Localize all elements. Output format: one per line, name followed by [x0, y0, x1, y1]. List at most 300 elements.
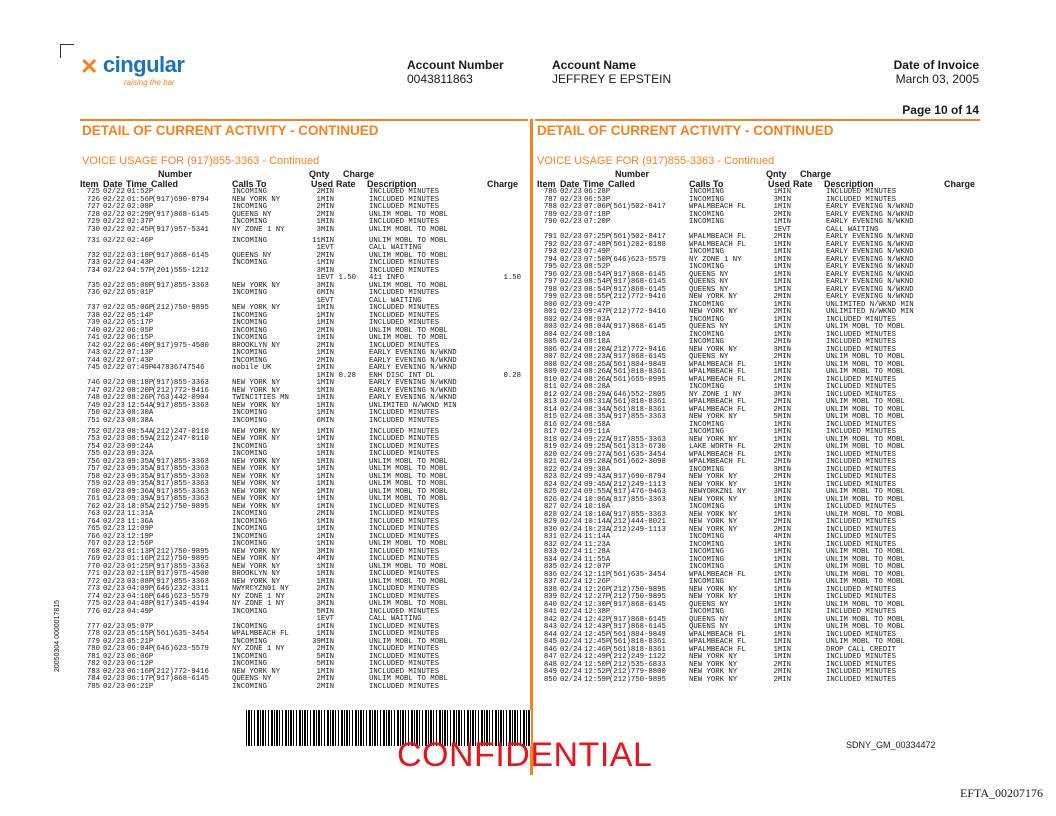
cell-item: 764 [86, 517, 100, 526]
cell-calls-to: INCOMING [232, 517, 268, 526]
side-code: 20050304 0000017815 [54, 599, 61, 672]
cell-item: 824 [543, 480, 557, 489]
cell-called: (212)772-9416 [609, 308, 666, 316]
cell-used: 1MIN [773, 503, 791, 511]
cell-used: 1MIN [316, 495, 334, 503]
cell-calls-to: WPALMBEACH FL [689, 405, 746, 414]
cell-date: 02/23 [103, 517, 125, 526]
cell-date: 02/23 [560, 203, 582, 211]
cell-time: 10:10A [584, 503, 611, 511]
cell-item: 781 [86, 652, 100, 661]
cell-called: (646)623-5579 [152, 645, 209, 653]
cell-called: (917)868-6145 [609, 323, 666, 331]
cell-calls-to: QUEENS NY [689, 600, 729, 609]
cell-item: 811 [543, 383, 557, 391]
cell-called: (917)690-8794 [152, 195, 209, 204]
cell-item: 756 [86, 457, 100, 466]
cell-used: 1MIN [773, 300, 791, 309]
cell-date: 02/22 [103, 251, 125, 260]
cell-description: INCLUDED MINUTES [826, 653, 897, 661]
cell-item: 759 [86, 480, 100, 488]
cell-description: UNLIM MOBL TO MOBL [369, 251, 448, 260]
cell-date: 02/22 [103, 304, 125, 312]
cell-called: (917)868-6145 [609, 278, 666, 286]
cell-calls-to: NEW YORK NY [689, 675, 738, 684]
cell-date: 02/24 [560, 585, 582, 594]
cell-item: 836 [543, 570, 557, 579]
cell-description: INCLUDED MINUTES [826, 345, 897, 354]
cell-time: 09:27A [584, 450, 611, 459]
cell-item: 802 [543, 315, 557, 324]
cell-description: UNLIM MOBL TO MOBL [826, 548, 905, 556]
cell-item: 786 [543, 188, 557, 196]
cell-date: 02/24 [560, 420, 582, 429]
cell-time: 02:45P [127, 225, 154, 234]
cell-date: 02/23 [103, 645, 125, 653]
cell-calls-to: NEW YORK NY [232, 495, 281, 503]
cell-called: (917)345-4194 [152, 600, 209, 608]
cell-item: 789 [543, 210, 557, 219]
cell-description: UNLIM MOBL TO MOBL [826, 398, 905, 406]
cell-description: INCLUDED MINUTES [369, 570, 440, 578]
cell-time: 08:20P [127, 386, 154, 395]
cell-used: 6MIN [316, 416, 334, 425]
col-number: Number [615, 169, 650, 179]
cell-time: 06:05P [127, 326, 154, 335]
cell-date: 02/24 [560, 488, 582, 496]
cell-used: 1MIN [773, 368, 791, 376]
cell-description: UNLIM MOBL TO MOBL [369, 487, 448, 496]
cell-used: 3MIN [316, 547, 334, 556]
cell-calls-to: NY ZONE 1 NY [232, 225, 285, 234]
cell-description: EARLY EVENING N/WKND [369, 364, 457, 372]
cell-item: 826 [543, 495, 557, 504]
cell-date: 02/23 [103, 547, 125, 556]
cell-date: 02/22 [103, 319, 125, 327]
cell-item: 791 [543, 233, 557, 241]
cell-time: 07:20P [584, 218, 611, 226]
cell-calls-to: NEW YORK NY [689, 413, 738, 421]
cell-used: 1MIN [773, 623, 791, 631]
cell-called: (561)662-3098 [609, 458, 666, 466]
col-description: Description [824, 179, 874, 189]
cell-used: 1MIN [773, 540, 791, 549]
cell-date: 02/24 [560, 323, 582, 331]
section-rule-right [535, 119, 980, 121]
cell-called: (212)535-6833 [609, 660, 666, 669]
cell-item: 743 [86, 349, 100, 357]
cell-time: 08:03A [584, 315, 611, 324]
cell-date: 02/23 [103, 660, 125, 668]
cell-description: INCLUDED MINUTES [826, 390, 897, 399]
cell-used: 1EVT [316, 615, 334, 623]
cell-time: 08:54A [127, 427, 154, 436]
cell-calls-to: QUEENS NY [689, 323, 729, 331]
account-name: JEFFREY E EPSTEIN [552, 72, 672, 86]
bates-number: SDNY_GM_00334472 [846, 740, 936, 750]
cell-called: (212)750-9895 [609, 585, 666, 594]
cell-used: 1MIN [316, 502, 334, 511]
cell-calls-to: NEW YORK NY [689, 293, 738, 301]
cell-item: 734 [86, 266, 100, 275]
cell-description: UNLIM MOBL TO MOBL [369, 675, 448, 683]
cell-time: 09:32A [127, 450, 154, 458]
cell-time: 02:37P [127, 218, 154, 226]
cell-date: 02/24 [560, 398, 582, 406]
cell-item: 758 [86, 472, 100, 481]
cell-time: 04:10P [127, 592, 154, 601]
cell-called: (212)772-9416 [152, 667, 209, 676]
cell-calls-to: INCOMING [232, 218, 268, 226]
cell-calls-to: NEW YORK NY [232, 281, 281, 290]
cell-description: INCLUDED MINUTES [826, 473, 897, 481]
cell-time: 09:47P [584, 308, 611, 316]
cell-calls-to: INCOMING [689, 330, 725, 339]
cell-description: 411 INFO [369, 274, 405, 282]
cell-used: 2MIN [773, 233, 791, 241]
cell-used: 5MIN [316, 660, 334, 668]
cell-used: 4MIN [316, 555, 334, 563]
cell-date: 02/24 [560, 435, 582, 444]
cell-time: 08:38A [127, 416, 154, 425]
cell-item: 753 [86, 435, 100, 443]
cell-item: 809 [543, 368, 557, 376]
cell-date: 02/23 [103, 525, 125, 533]
cell-calls-to: NEW YORK NY [232, 465, 281, 473]
cell-description: UNLIM MOBL TO MOBL [826, 600, 905, 609]
cell-description: INCLUDED MINUTES [369, 416, 440, 425]
cell-used: 1MIN [773, 420, 791, 429]
cell-called: (917)855-3363 [609, 413, 666, 421]
cell-description: EARLY EVENING N/WKND [826, 203, 914, 211]
cell-time: 07:43P [127, 356, 154, 365]
cell-date: 02/23 [560, 248, 582, 256]
cell-description: UNLIM MOBL TO MOBL [826, 615, 905, 624]
cell-item: 739 [86, 319, 100, 327]
cell-item: 795 [543, 263, 557, 271]
cell-calls-to: WPALMBEACH FL [689, 368, 746, 376]
cell-time: 04:57P [127, 266, 154, 275]
cell-item: 813 [543, 398, 557, 406]
cell-item: 806 [543, 345, 557, 354]
cell-date: 02/24 [560, 465, 582, 474]
cell-date: 02/23 [560, 233, 582, 241]
cell-time: 07:06P [584, 203, 611, 211]
cell-date: 02/23 [103, 510, 125, 518]
cell-description: INCLUDED MINUTES [369, 547, 440, 556]
cell-called: (212)249-1122 [609, 653, 666, 661]
cell-description: INCLUDED MINUTES [369, 266, 440, 275]
cell-time: 12:26P [584, 585, 611, 594]
cell-calls-to: INCOMING [232, 622, 268, 631]
cell-description: INCLUDED MINUTES [826, 675, 897, 684]
cell-called: (917)855-3363 [609, 495, 666, 504]
cell-used: 39MIN [312, 637, 334, 646]
cell-item: 749 [86, 401, 100, 410]
cell-used: 1MIN [316, 259, 334, 267]
cell-time: 12:45P [584, 638, 611, 646]
cell-date: 02/24 [560, 593, 582, 601]
crop-mark [60, 44, 74, 45]
cell-calls-to: INCOMING [232, 334, 268, 342]
cell-used: 1MIN [773, 638, 791, 646]
cell-time: 02:46P [127, 236, 154, 245]
cell-called: (917)868-6145 [152, 251, 209, 260]
cell-calls-to: NEW YORK NY [689, 525, 738, 534]
cell-used: 2MIN [773, 473, 791, 481]
cell-used: 1MIN [773, 278, 791, 286]
cell-time: 06:15P [127, 334, 154, 342]
cell-time: 06:28P [584, 188, 611, 196]
cell-date: 02/22 [103, 210, 125, 219]
cell-called: (917)855-3363 [152, 379, 209, 387]
cell-used: 1MIN [773, 428, 791, 436]
crop-mark [60, 44, 61, 58]
cell-called: (561)502-8417 [609, 203, 666, 211]
cell-description: CALL WAITING [369, 296, 422, 305]
cell-calls-to: INCOMING [689, 315, 725, 324]
cell-date: 02/23 [103, 401, 125, 410]
cell-date: 02/24 [560, 540, 582, 549]
cell-date: 02/24 [560, 615, 582, 624]
cell-calls-to: WPALMBEACH FL [689, 398, 746, 406]
cell-date: 02/23 [560, 218, 582, 226]
cell-description: INCLUDED MINUTES [826, 315, 897, 324]
cell-called: (212)444-8021 [609, 518, 666, 526]
cell-calls-to: INCOMING [232, 510, 268, 518]
cell-description: UNLIM MOBL TO MOBL [369, 472, 448, 481]
cell-used: 1MIN [773, 615, 791, 624]
cell-used: 2MIN [316, 585, 334, 593]
column-header-right [537, 169, 982, 189]
cell-description: INCLUDED MINUTES [369, 195, 440, 204]
cell-time: 12:11P [584, 570, 611, 579]
cell-called: (917)855-3363 [152, 472, 209, 481]
cell-time: 05:15P [127, 630, 154, 638]
cell-description: INCLUDED MINUTES [369, 311, 440, 320]
cell-item: 848 [543, 660, 557, 669]
cell-calls-to: WPALMBEACH FL [689, 360, 746, 369]
cell-time: 12:59P [584, 675, 611, 684]
cell-used: 2MIN [773, 293, 791, 301]
col-time: Time [583, 179, 604, 189]
col-called: Called [608, 179, 636, 189]
cell-date: 02/23 [103, 480, 125, 488]
cell-used: 1MIN [316, 379, 334, 387]
cell-used: 1EVT [773, 225, 791, 234]
cell-description: INCLUDED MINUTES [369, 585, 440, 593]
cell-description: EARLY EVENING N/WKND [826, 293, 914, 301]
cell-called: (201)555-1212 [152, 266, 209, 275]
cell-calls-to: NEW YORK NY [689, 345, 738, 354]
cell-calls-to: NWYRCYZN01 NY [232, 585, 289, 593]
cell-calls-to: QUEENS NY [689, 285, 729, 294]
cell-time: 10:10A [584, 510, 611, 519]
cell-used: 1MIN [773, 570, 791, 579]
cell-description: UNLIM MOBL TO MOBL [826, 353, 905, 361]
cell-description: INCLUDED MINUTES [369, 435, 440, 443]
cell-item: 737 [86, 304, 100, 312]
cell-calls-to: INCOMING [232, 652, 268, 661]
cell-called: (646)552-2805 [609, 390, 666, 399]
cell-date: 02/23 [560, 308, 582, 316]
cell-description: INCLUDED MINUTES [826, 668, 897, 676]
cell-item: 769 [86, 555, 100, 563]
cell-time: 09:43A [584, 473, 611, 481]
cell-date: 02/24 [560, 345, 582, 354]
cell-calls-to: INCOMING [232, 525, 268, 533]
cell-time: 08:55P [584, 293, 611, 301]
cell-used: 3MIN [773, 345, 791, 354]
cell-date: 02/24 [560, 525, 582, 534]
cell-description: UNLIM MOBL TO MOBL [826, 323, 905, 331]
cell-used: 1MIN [773, 563, 791, 571]
cell-time: 12:26P [584, 578, 611, 586]
cell-item: 766 [86, 532, 100, 541]
cell-calls-to: WPALMBEACH FL [689, 233, 746, 241]
cell-time: 09:47P [584, 300, 611, 309]
cell-used: 1MIN [316, 487, 334, 496]
cell-description: UNLIMITED N/WKND MIN [826, 300, 914, 309]
cell-time: 11:14A [584, 533, 611, 541]
cell-used: 2MIN [316, 326, 334, 335]
cell-date: 02/23 [103, 577, 125, 586]
cell-description: INCLUDED MINUTES [826, 525, 897, 534]
cell-called: (917)476-9463 [609, 488, 666, 496]
cell-date: 02/23 [103, 450, 125, 458]
cell-calls-to: NEW YORK NY [232, 472, 281, 481]
cell-time: 12:46P [584, 645, 611, 654]
cell-charge: 1.50 [503, 274, 521, 282]
cell-time: 10:05A [127, 502, 154, 511]
cell-used: 2MIN [773, 375, 791, 384]
cell-description: UNLIM MOBL TO MOBL [826, 578, 905, 586]
cell-calls-to: NY ZONE 1 NY [232, 600, 285, 608]
cell-description: UNLIMITED N/WKND MIN [369, 401, 457, 410]
cell-called: (646)623-5579 [152, 592, 209, 601]
cell-description: INCLUDED MINUTES [826, 188, 897, 196]
cell-date: 02/24 [560, 653, 582, 661]
cell-item: 776 [86, 607, 100, 616]
col-number: Number [158, 169, 193, 179]
cell-used: 1MIN [316, 667, 334, 676]
cell-date: 02/22 [103, 259, 125, 267]
cell-calls-to: NEW YORK NY [689, 653, 738, 661]
cell-calls-to: INCOMING [689, 540, 725, 549]
cell-called: (212)247-0110 [152, 435, 209, 443]
cell-item: 790 [543, 218, 557, 226]
cell-item: 727 [86, 203, 100, 211]
cell-date: 02/24 [560, 503, 582, 511]
col-called: Called [151, 179, 179, 189]
cell-item: 788 [543, 203, 557, 211]
cell-date: 02/22 [103, 326, 125, 335]
cell-used: 1MIN [316, 577, 334, 586]
cell-date: 02/24 [560, 413, 582, 421]
cell-date: 02/23 [103, 682, 125, 691]
cell-date: 02/24 [560, 578, 582, 586]
cell-time: 08:20A [584, 345, 611, 354]
col-used: Used [768, 179, 791, 189]
cell-item: 842 [543, 615, 557, 624]
cell-calls-to: INCOMING [689, 338, 725, 346]
cell-description: INCLUDED MINUTES [826, 195, 897, 204]
cell-time: 12:49P [584, 653, 611, 661]
cell-date: 02/23 [560, 195, 582, 204]
cell-time: 12:54A [127, 401, 154, 410]
cell-description: UNLIM MOBL TO MOBL [826, 360, 905, 369]
cell-description: EARLY EVENING N/WKND [369, 394, 457, 402]
cell-calls-to: INCOMING [689, 218, 725, 226]
cell-time: 04:43P [127, 259, 154, 267]
cell-time: 08:18P [127, 379, 154, 387]
cell-date: 02/24 [560, 660, 582, 669]
cell-item: 819 [543, 443, 557, 451]
cell-description: INCLUDED MINUTES [369, 289, 440, 297]
cell-date: 02/24 [560, 548, 582, 556]
cell-calls-to: INCOMING [232, 607, 268, 616]
cell-called: (917)855-3363 [152, 401, 209, 410]
cell-used: 1MIN [773, 240, 791, 249]
cell-item: 807 [543, 353, 557, 361]
table-row [537, 677, 982, 685]
cell-called: (212)772-9416 [609, 293, 666, 301]
cell-calls-to: INCOMING [232, 416, 268, 425]
cell-item: 729 [86, 218, 100, 226]
cell-item: 751 [86, 416, 100, 425]
cell-date: 02/24 [560, 668, 582, 676]
cell-used: 2MIN [773, 518, 791, 526]
cell-description: INCLUDED MINUTES [369, 652, 440, 661]
cell-date: 02/24 [560, 480, 582, 489]
cell-item: 825 [543, 488, 557, 496]
cell-calls-to: INCOMING [689, 263, 725, 271]
cell-used: 2MIN [773, 210, 791, 219]
cell-item: 844 [543, 630, 557, 639]
cell-description: INCLUDED MINUTES [826, 608, 897, 616]
cell-calls-to: NEWYORKZN1 NY [689, 488, 746, 496]
cell-description: UNLIM MOBL TO MOBL [826, 555, 905, 564]
cell-calls-to: NEW YORK NY [232, 435, 281, 443]
cell-item: 750 [86, 409, 100, 417]
cell-description: UNLIM MOBL TO MOBL [369, 495, 448, 503]
cell-time: 01:25P [127, 562, 154, 571]
cell-item: 738 [86, 311, 100, 320]
cell-called: (212)772-9416 [609, 345, 666, 354]
cell-description: UNLIM MOBL TO MOBL [369, 210, 448, 219]
cell-date: 02/24 [560, 645, 582, 654]
cell-calls-to: INCOMING [232, 356, 268, 365]
cell-calls-to: WPALMBEACH FL [689, 630, 746, 639]
cell-date: 02/24 [560, 405, 582, 414]
cell-item: 733 [86, 259, 100, 267]
cell-calls-to: INCOMING [232, 203, 268, 211]
cell-description: INCLUDED MINUTES [826, 585, 897, 594]
cell-item: 817 [543, 428, 557, 436]
cell-calls-to: INCOMING [232, 326, 268, 335]
cell-used: 5MIN [316, 652, 334, 661]
cell-called: (917)868-6145 [609, 270, 666, 279]
cell-calls-to: NEW YORK NY [689, 668, 738, 676]
cell-used: 1MIN [773, 608, 791, 616]
cell-date: 02/22 [103, 334, 125, 342]
cell-description: INCLUDED MINUTES [369, 304, 440, 312]
cell-called: (917)855-3363 [152, 480, 209, 488]
table-row [80, 238, 525, 246]
cell-used: 1MIN [773, 435, 791, 444]
cell-time: 09:11A [584, 428, 611, 436]
cell-item: 771 [86, 570, 100, 578]
